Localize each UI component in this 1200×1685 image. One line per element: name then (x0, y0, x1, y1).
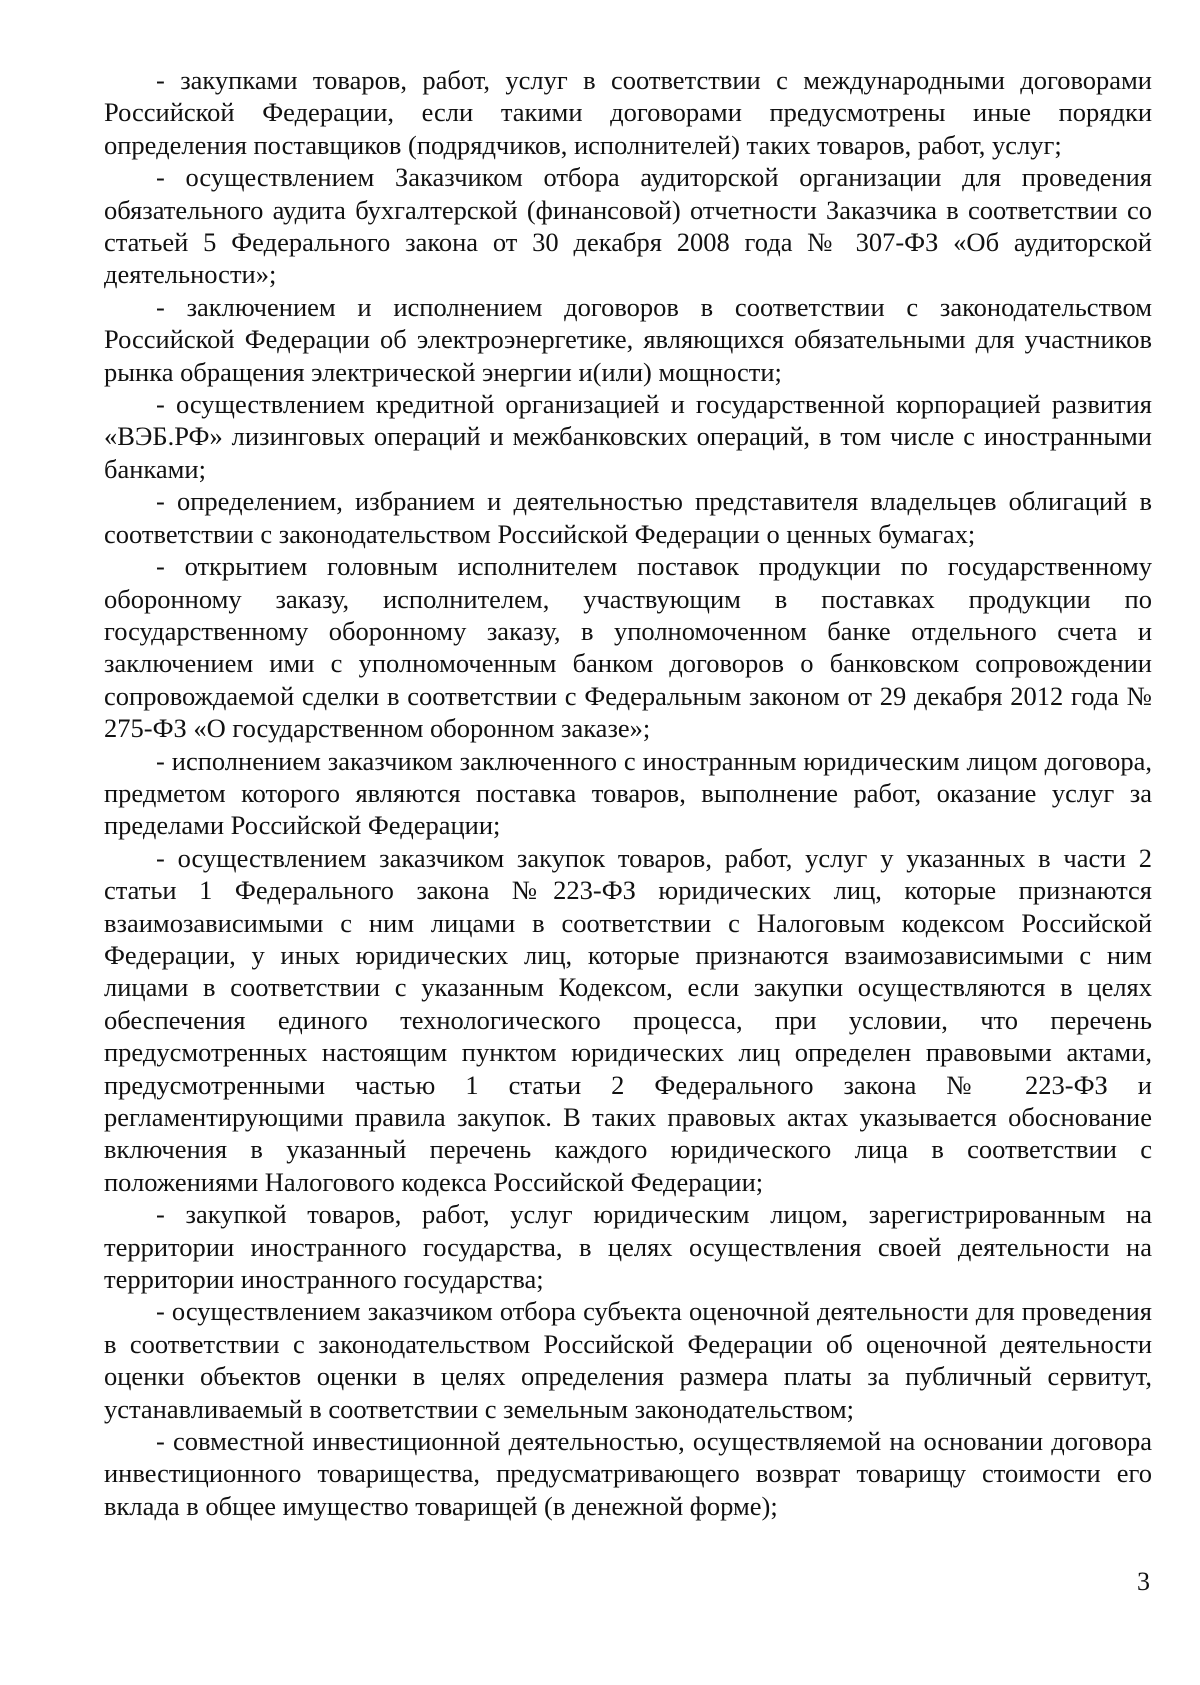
page-number: 3 (1137, 1567, 1150, 1596)
paragraph-investment-partnership: - совместной инвестиционной деятельностью, осуществляемой на основании договора инвестиционного товарищества, предусматривающего возврат товарищу стоимости его вклада в общее имущество товарищей (в денежной форме); (104, 1426, 1152, 1521)
paragraph-electric-energy: - заключением и исполнением договоров в соответствии с законодательством Российской Федерации об электроэнергетике, являющихся обязательными для участников рынка обращения электрической энергии и(или) мощности; (104, 291, 1152, 387)
paragraph-international-treaties: - закупками товаров, работ, услуг в соответствии с международными договорами Российской Федерации, если такими договорами предусмотрены иные порядки определения поставщиков (подрядчиков, исполнителей) таких товаров, работ, услуг; (104, 65, 1152, 160)
paragraph-foreign-registered-entity: - закупкой товаров, работ, услуг юридическим лицом, зарегистрированным на территории иностранного государства, в целях осуществления своей деятельности на территории иностранного государства; (104, 1199, 1152, 1295)
paragraph-leasing-operations: - осуществлением кредитной организацией и государственной корпорацией развития «ВЭБ.РФ» лизинговых операций и межбанковских операций, в том числе с иностранными банками; (104, 389, 1152, 484)
paragraph-defense-order: - открытием головным исполнителем поставок продукции по государственному оборонному заказу, исполнителем, участвующим в поставках продукции по государственному оборонному заказу, в уполномоченном банке отдельного счета и заключением ими с уполномоченным банком договоров о банковском сопровождении сопровождаемой сделки в соответствии с Федеральным законом от 29 декабря 2012 года № 275-ФЗ «О государственном оборонном заказе»; (104, 551, 1152, 744)
paragraph-interdependent-entities: - осуществлением заказчиком закупок товаров, работ, услуг у указанных в части 2 статьи 1 Федерального закона №223-ФЗ юридических лиц, которые признаются взаимозависимыми с ним лицами в соответствии с Налоговым кодексом Российской Федерации, у иных юридических лиц, которые признаются взаимозависимыми с ним лицами в соответствии с указанным Кодексом, если закупки осуществляются в целях обеспечения единого технологического процесса, при условии, что перечень предусмотренных настоящим пунктом юридических лиц определен правовыми актами, предусмотренными частью 1 статьи 2 Федерального закона № 223-ФЗ и регламентирующими правила закупок. В таких правовых актах указывается обоснование включения в указанный перечень каждого юридического лица в соответствии с положениями Налогового кодекса Российской Федерации; (104, 842, 1152, 1197)
document-body (104, 64, 1152, 1522)
paragraph-valuation-selection: - осуществлением заказчиком отбора субъекта оценочной деятельности для проведения в соответствии с законодательством Российской Федерации об оценочной деятельности оценки объектов оценки в целях определения размера платы за публичный сервитут, устанавливаемый в соответствии с земельным законодательством; (104, 1296, 1152, 1424)
paragraph-bondholders-representative: - определением, избранием и деятельностью представителя владельцев облигаций в соответствии с законодательством Российской Федерации о ценных бумагах; (104, 486, 1152, 549)
paragraph-foreign-contract: - исполнением заказчиком заключенного с иностранным юридическим лицом договора, предметом которого являются поставка товаров, выполнение работ, оказание услуг за пределами Российской Федерации; (104, 745, 1152, 841)
paragraph-audit-selection: - осуществлением Заказчиком отбора аудиторской организации для проведения обязательного аудита бухгалтерской (финансовой) отчетности Заказчика в соответствии со статьей 5 Федерального закона от 30 декабря 2008 года № 307-ФЗ «Об аудиторской деятельности»; (104, 162, 1152, 290)
